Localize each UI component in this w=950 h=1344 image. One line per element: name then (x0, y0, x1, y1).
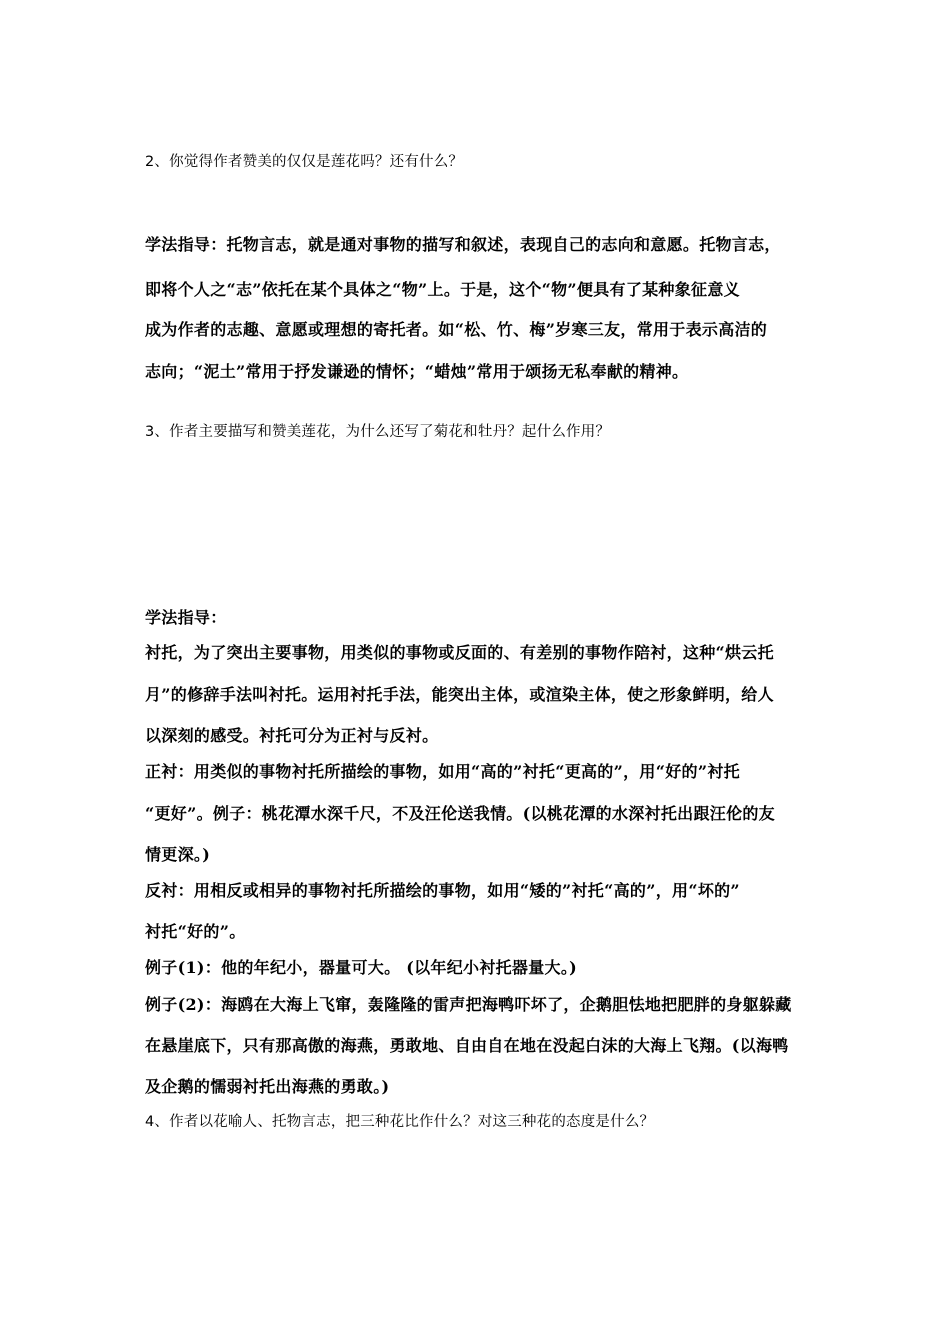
guide1-line: 志向；“泥土”常用于抒发谦逊的情怀；“蜡烛”常用于颂扬无私奉献的精神。 (145, 362, 689, 381)
guide2-line: 正衬：用类似的事物衬托所描绘的事物，如用“高的”衬托“更高的”，用“好的”衬托 (145, 762, 740, 781)
guide2-line: 月”的修辞手法叫衬托。运用衬托手法，能突出主体，或渲染主体，使之形象鲜明，给人 (145, 685, 774, 704)
guide2-line: 及企鹅的懦弱衬托出海燕的勇敢。) (145, 1077, 390, 1096)
guide2-line: 在悬崖底下，只有那高傲的海燕，勇敢地、自由自在地在没起白沫的大海上飞翔。(以海鸭 (145, 1036, 789, 1055)
guide1-line: 学法指导：托物言志，就是通对事物的描写和叙述，表现自己的志向和意愿。托物言志， (145, 235, 781, 254)
guide1-line: 成为作者的志趣、意愿或理想的寄托者。如“松、竹、梅”岁寒三友，常用于表示高洁的 (145, 320, 768, 339)
guide1-line: 即将个人之“志”依托在某个具体之“物”上。于是，这个“物”便具有了某种象征意义 (145, 280, 740, 299)
guide2-line: 例子(2)：海鸥在大海上飞窜，轰隆隆的雷声把海鸭吓坏了，企鹅胆怯地把肥胖的身躯躲藏 (145, 995, 792, 1014)
question-4: 4、作者以花喻人、托物言志，把三种花比作什么？对这三种花的态度是什么？ (145, 1114, 655, 1130)
guide2-line: 例子(1)：他的年纪小，器量可大。 (以年纪小衬托器量大。) (145, 958, 577, 977)
guide2-line: 衬托，为了突出主要事物，用类似的事物或反面的、有差别的事物作陪衬，这种“烘云托 (145, 643, 774, 662)
guide2-line: 情更深。) (145, 845, 211, 864)
guide2-heading: 学法指导： (145, 608, 227, 627)
guide2-line: 反衬：用相反或相异的事物衬托所描绘的事物，如用“矮的”衬托“高的”，用“坏的” (145, 881, 740, 900)
guide2-line: 衬托“好的”。 (145, 922, 246, 941)
question-3: 3、作者主要描写和赞美莲花，为什么还写了菊花和牡丹？起什么作用？ (145, 424, 611, 440)
question-2: 2、你觉得作者赞美的仅仅是莲花吗？还有什么？ (145, 154, 464, 170)
guide2-line: 以深刻的感受。衬托可分为正衬与反衬。 (145, 726, 439, 745)
guide2-line: “更好”。例子：桃花潭水深千尺，不及汪伦送我情。(以桃花潭的水深衬托出跟汪伦的友 (145, 804, 775, 823)
